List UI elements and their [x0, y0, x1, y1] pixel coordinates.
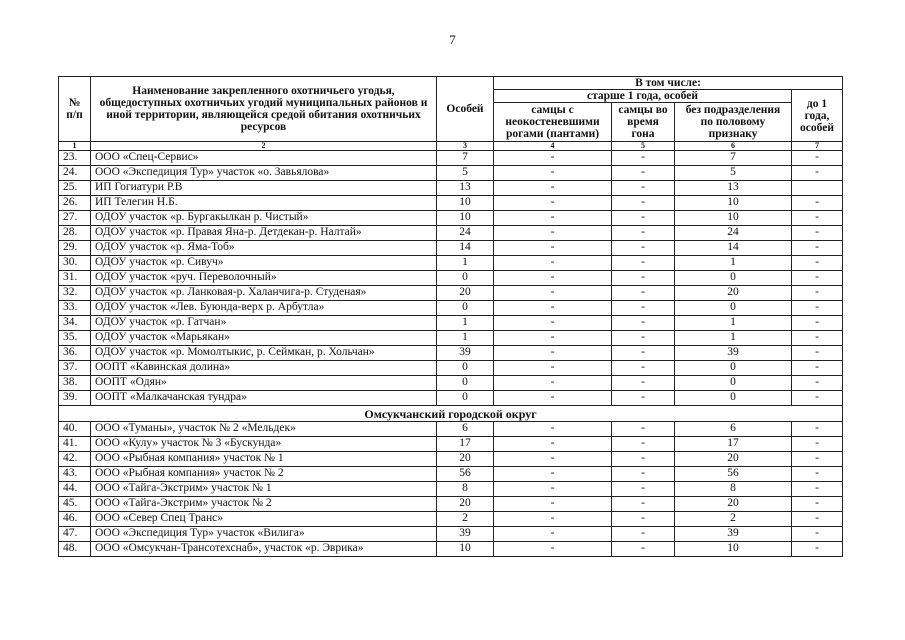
- row-col5: -: [612, 316, 675, 331]
- table-row: [59, 286, 843, 301]
- table-row: [59, 391, 843, 406]
- row-name: ОДОУ участок «Лев. Буюнда-верх р. Арбутла»: [91, 301, 437, 316]
- header-col-6: без подразделения по половому признаку: [675, 103, 792, 142]
- row-col7: -: [792, 422, 843, 437]
- row-col4: -: [494, 467, 612, 482]
- row-col7: -: [792, 226, 843, 241]
- row-name: ООО «Спец-Сервис»: [91, 151, 437, 166]
- row-col5: -: [612, 497, 675, 512]
- row-total: 17: [437, 437, 494, 452]
- row-col6: 0: [675, 391, 792, 406]
- column-number: 5: [612, 142, 675, 151]
- row-col5: -: [612, 361, 675, 376]
- row-col6: 7: [675, 151, 792, 166]
- row-col5: -: [612, 196, 675, 211]
- table-row: [59, 361, 843, 376]
- row-col7: -: [792, 527, 843, 542]
- row-total: 39: [437, 346, 494, 361]
- row-total: 20: [437, 452, 494, 467]
- row-total: 7: [437, 151, 494, 166]
- row-col6: 1: [675, 256, 792, 271]
- table-row: [59, 542, 843, 557]
- table-row: [59, 452, 843, 467]
- row-number: 30.: [59, 256, 91, 271]
- row-col7: -: [792, 391, 843, 406]
- row-total: 39: [437, 527, 494, 542]
- row-col5: -: [612, 301, 675, 316]
- row-col6: 17: [675, 437, 792, 452]
- table-row: [59, 151, 843, 166]
- header-col-7: до 1 года, особей: [792, 90, 843, 142]
- row-name: ООПТ «Одян»: [91, 376, 437, 391]
- row-name: ООО «Тайга-Экстрим» участок № 1: [91, 482, 437, 497]
- row-col7: -: [792, 452, 843, 467]
- header-col-4: самцы с неокостеневшими рогами (пантами): [494, 103, 612, 142]
- row-col5: -: [612, 226, 675, 241]
- column-number: 7: [792, 142, 843, 151]
- row-col7: -: [792, 301, 843, 316]
- row-number: 48.: [59, 542, 91, 557]
- row-col6: 20: [675, 286, 792, 301]
- row-number: 42.: [59, 452, 91, 467]
- row-total: 1: [437, 316, 494, 331]
- table-row: [59, 211, 843, 226]
- table-row: [59, 437, 843, 452]
- column-number: 1: [59, 142, 91, 151]
- row-total: 10: [437, 542, 494, 557]
- table-row: [59, 497, 843, 512]
- row-col7: -: [792, 361, 843, 376]
- table-row: [59, 331, 843, 346]
- row-total: 0: [437, 271, 494, 286]
- row-name: ООО «Рыбная компания» участок № 1: [91, 452, 437, 467]
- row-col4: -: [494, 422, 612, 437]
- row-col5: -: [612, 241, 675, 256]
- row-name: ООО «Тайга-Экстрим» участок № 2: [91, 497, 437, 512]
- row-total: 10: [437, 211, 494, 226]
- table-row: [59, 241, 843, 256]
- row-col4: -: [494, 331, 612, 346]
- row-col7: -: [792, 467, 843, 482]
- row-number: 26.: [59, 196, 91, 211]
- row-col6: 14: [675, 241, 792, 256]
- table-row: [59, 256, 843, 271]
- row-name: ООО «Туманы», участок № 2 «Мельдек»: [91, 422, 437, 437]
- row-name: ИП Гогиатури Р.В: [91, 181, 437, 196]
- census-table: [58, 76, 843, 557]
- page-number: 7: [449, 32, 456, 47]
- row-total: 14: [437, 241, 494, 256]
- row-col5: -: [612, 151, 675, 166]
- row-col4: -: [494, 512, 612, 527]
- row-name: ОДОУ участок «р. Правая Яна-р. Детдекан-р. Налтай»: [91, 226, 437, 241]
- header-col-total: Особей: [437, 77, 494, 142]
- row-name: ОДОУ участок «р. Бургакылкан р. Чистый»: [91, 211, 437, 226]
- row-col7: -: [792, 331, 843, 346]
- row-total: 8: [437, 482, 494, 497]
- row-col6: 56: [675, 467, 792, 482]
- column-number: 4: [494, 142, 612, 151]
- row-col7: -: [792, 196, 843, 211]
- header-col-num: № п/п: [59, 77, 91, 142]
- row-col5: -: [612, 527, 675, 542]
- row-col6: 20: [675, 452, 792, 467]
- row-col4: -: [494, 346, 612, 361]
- row-number: 46.: [59, 512, 91, 527]
- row-col7: -: [792, 166, 843, 181]
- row-name: ОДОУ участок «р. Ланковая-р. Халанчига-р. Студеная»: [91, 286, 437, 301]
- row-number: 31.: [59, 271, 91, 286]
- column-number: 6: [675, 142, 792, 151]
- row-col6: 10: [675, 542, 792, 557]
- row-number: 40.: [59, 422, 91, 437]
- row-col6: 24: [675, 226, 792, 241]
- row-number: 27.: [59, 211, 91, 226]
- row-number: 36.: [59, 346, 91, 361]
- row-col4: -: [494, 211, 612, 226]
- row-total: 20: [437, 286, 494, 301]
- row-col5: -: [612, 346, 675, 361]
- row-col5: -: [612, 181, 675, 196]
- row-total: 1: [437, 331, 494, 346]
- section-title: Омсукчанский городской округ: [59, 406, 843, 422]
- row-col6: 1: [675, 331, 792, 346]
- row-col4: -: [494, 166, 612, 181]
- row-col4: -: [494, 391, 612, 406]
- row-name: ООО «Рыбная компания» участок № 2: [91, 467, 437, 482]
- table-row: [59, 181, 843, 196]
- row-total: 0: [437, 376, 494, 391]
- row-col4: -: [494, 452, 612, 467]
- row-number: 33.: [59, 301, 91, 316]
- row-number: 34.: [59, 316, 91, 331]
- row-total: 1: [437, 256, 494, 271]
- row-col5: -: [612, 376, 675, 391]
- row-col4: -: [494, 497, 612, 512]
- row-col6: 0: [675, 376, 792, 391]
- row-col5: -: [612, 271, 675, 286]
- row-col6: 6: [675, 422, 792, 437]
- row-col7: -: [792, 512, 843, 527]
- table-row: [59, 226, 843, 241]
- row-name: ОДОУ участок «р. Гатчан»: [91, 316, 437, 331]
- row-total: 24: [437, 226, 494, 241]
- row-name: ОДОУ участок «р. Сивуч»: [91, 256, 437, 271]
- row-col7: -: [792, 211, 843, 226]
- row-number: 45.: [59, 497, 91, 512]
- row-col7: -: [792, 271, 843, 286]
- row-total: 56: [437, 467, 494, 482]
- row-col6: 5: [675, 166, 792, 181]
- table-row: [59, 196, 843, 211]
- header-subgroup-title: старше 1 года, особей: [494, 90, 792, 103]
- row-col6: 10: [675, 211, 792, 226]
- row-col6: 2: [675, 512, 792, 527]
- row-number: 32.: [59, 286, 91, 301]
- row-col7: -: [792, 316, 843, 331]
- row-number: 25.: [59, 181, 91, 196]
- row-col6: 8: [675, 482, 792, 497]
- row-col6: 1: [675, 316, 792, 331]
- row-col7: -: [792, 256, 843, 271]
- table-body-part-1: [59, 151, 843, 406]
- row-name: ООПТ «Кавинская долина»: [91, 361, 437, 376]
- row-total: 20: [437, 497, 494, 512]
- row-col7: -: [792, 437, 843, 452]
- row-number: 38.: [59, 376, 91, 391]
- row-col4: -: [494, 271, 612, 286]
- row-col6: 39: [675, 346, 792, 361]
- row-name: ОДОУ участок «руч. Переволочный»: [91, 271, 437, 286]
- row-number: 29.: [59, 241, 91, 256]
- row-total: 0: [437, 361, 494, 376]
- row-col6: 0: [675, 361, 792, 376]
- row-col5: -: [612, 467, 675, 482]
- row-number: 24.: [59, 166, 91, 181]
- row-col7: -: [792, 151, 843, 166]
- column-number-row: [59, 142, 843, 151]
- row-name: ООО «Север Спец Транс»: [91, 512, 437, 527]
- row-col7: -: [792, 542, 843, 557]
- table-row: [59, 166, 843, 181]
- row-number: 35.: [59, 331, 91, 346]
- row-col7: -: [792, 241, 843, 256]
- row-name: ОДОУ участок «Марьякан»: [91, 331, 437, 346]
- row-col4: -: [494, 361, 612, 376]
- row-col7: -: [792, 376, 843, 391]
- row-total: 6: [437, 422, 494, 437]
- row-col5: -: [612, 391, 675, 406]
- row-name: ООО «Экспедиция Тур» участок «о. Завьялова»: [91, 166, 437, 181]
- row-col4: -: [494, 316, 612, 331]
- row-number: 44.: [59, 482, 91, 497]
- row-col5: -: [612, 422, 675, 437]
- row-col4: -: [494, 181, 612, 196]
- row-name: ООО «Кулу» участок № 3 «Бускунда»: [91, 437, 437, 452]
- row-col5: -: [612, 437, 675, 452]
- row-col5: -: [612, 256, 675, 271]
- row-total: 10: [437, 196, 494, 211]
- row-col5: -: [612, 542, 675, 557]
- row-col6: 39: [675, 527, 792, 542]
- row-col4: -: [494, 196, 612, 211]
- row-number: 28.: [59, 226, 91, 241]
- row-number: 23.: [59, 151, 91, 166]
- table-row: [59, 422, 843, 437]
- row-number: 39.: [59, 391, 91, 406]
- row-col4: -: [494, 301, 612, 316]
- table-body-part-2: [59, 422, 843, 557]
- table-row: [59, 512, 843, 527]
- row-col4: -: [494, 226, 612, 241]
- row-number: 47.: [59, 527, 91, 542]
- row-col4: -: [494, 542, 612, 557]
- row-col6: 0: [675, 271, 792, 286]
- column-number: 2: [91, 142, 437, 151]
- table-row: [59, 346, 843, 361]
- table-row: [59, 271, 843, 286]
- table-row: [59, 316, 843, 331]
- table-row: [59, 482, 843, 497]
- row-col6: 10: [675, 196, 792, 211]
- row-name: ИП Телегин Н.Б.: [91, 196, 437, 211]
- row-col4: -: [494, 437, 612, 452]
- row-name: ОДОУ участок «р. Яма-Тоб»: [91, 241, 437, 256]
- row-col5: -: [612, 211, 675, 226]
- row-col5: -: [612, 286, 675, 301]
- row-col4: -: [494, 241, 612, 256]
- table-row: [59, 527, 843, 542]
- row-col7: -: [792, 482, 843, 497]
- row-col6: 13: [675, 181, 792, 196]
- row-col5: -: [612, 482, 675, 497]
- table-row: [59, 301, 843, 316]
- header-col-name: Наименование закрепленного охотничьего угодья, общедоступных охотничьих угодий муниципальных районов и иной территории, являющейся средой обитания охотничьих ресурсов: [91, 77, 437, 142]
- section-row: [59, 406, 843, 422]
- row-col5: -: [612, 331, 675, 346]
- row-col4: -: [494, 151, 612, 166]
- row-col7: -: [792, 346, 843, 361]
- row-total: 5: [437, 166, 494, 181]
- table-row: [59, 467, 843, 482]
- row-col4: -: [494, 376, 612, 391]
- header-group-title: В том числе:: [494, 77, 843, 90]
- table-row: [59, 376, 843, 391]
- row-col7: -: [792, 497, 843, 512]
- header-col-5: самцы во время гона: [612, 103, 675, 142]
- row-number: 37.: [59, 361, 91, 376]
- row-name: ООО «Экспедиция Тур» участок «Вилига»: [91, 527, 437, 542]
- row-number: 41.: [59, 437, 91, 452]
- row-total: 13: [437, 181, 494, 196]
- row-col4: -: [494, 527, 612, 542]
- row-total: 0: [437, 391, 494, 406]
- row-col5: -: [612, 166, 675, 181]
- row-total: 0: [437, 301, 494, 316]
- row-name: ОДОУ участок «р. Момолтыкис, р. Сеймкан, р. Хольчан»: [91, 346, 437, 361]
- row-col7: [792, 181, 843, 196]
- row-number: 43.: [59, 467, 91, 482]
- column-number: 3: [437, 142, 494, 151]
- row-name: ООПТ «Малкачанская тундра»: [91, 391, 437, 406]
- row-col4: -: [494, 286, 612, 301]
- row-col6: 0: [675, 301, 792, 316]
- row-total: 2: [437, 512, 494, 527]
- row-col5: -: [612, 452, 675, 467]
- row-col7: -: [792, 286, 843, 301]
- row-col5: -: [612, 512, 675, 527]
- row-name: ООО «Омсукчан-Трансотехснаб», участок «р. Эврика»: [91, 542, 437, 557]
- row-col4: -: [494, 482, 612, 497]
- row-col6: 20: [675, 497, 792, 512]
- row-col4: -: [494, 256, 612, 271]
